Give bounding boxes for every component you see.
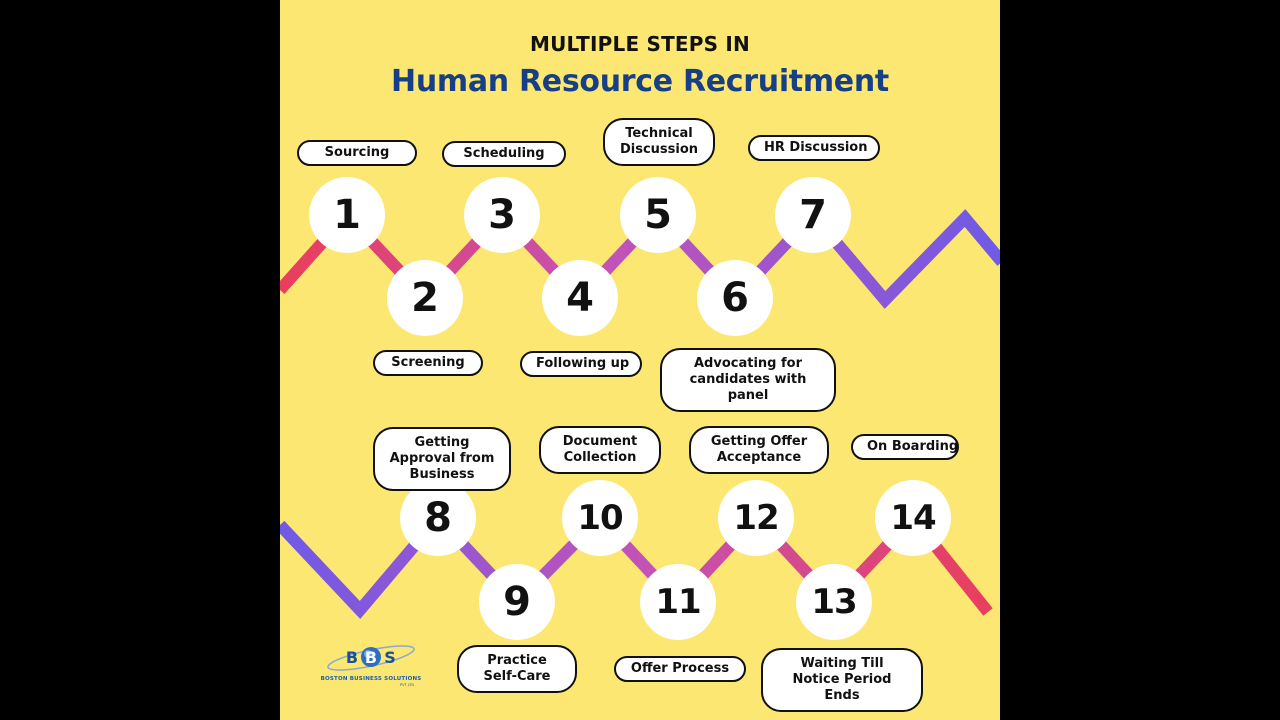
step-6-label: Advocating for candidates with panel [660,348,836,412]
step-12-circle: 12 [718,480,794,556]
step-7-circle: 7 [775,177,851,253]
step-2-label: Screening [373,350,483,376]
logo-suffix: PVT LTD [400,683,415,687]
step-1-label: Sourcing [297,140,417,166]
title-line-1: MULTIPLE STEPS IN [529,32,750,56]
company-logo [306,640,436,690]
step-14-label: On Boarding [851,434,959,460]
step-4-label: Following up [520,351,642,377]
step-6-circle: 6 [697,260,773,336]
step-5-circle: 5 [620,177,696,253]
step-5-label: Technical Discussion [603,118,715,166]
step-12-label: Getting Offer Acceptance [689,426,829,474]
svg-text:S: S [384,648,396,667]
logo-company-name: BOSTON BUSINESS SOLUTIONS [320,676,422,682]
step-9-label: Practice Self-Care [457,645,577,693]
step-3-circle: 3 [464,177,540,253]
step-9-circle: 9 [479,564,555,640]
infographic-poster [280,0,1000,720]
step-14-circle: 14 [875,480,951,556]
step-8-circle: 8 [400,480,476,556]
svg-text:B: B [345,648,359,667]
step-11-circle: 11 [640,564,716,640]
title-line-2: Human Resource Recruitment [391,64,889,99]
step-7-label: HR Discussion [748,135,880,161]
svg-text:B: B [364,648,378,667]
step-11-label: Offer Process [614,656,746,682]
step-13-circle: 13 [796,564,872,640]
step-8-label: Getting Approval from Business [373,427,511,491]
step-2-circle: 2 [387,260,463,336]
step-10-circle: 10 [562,480,638,556]
step-4-circle: 4 [542,260,618,336]
bbs-globe-icon [306,640,436,676]
step-1-circle: 1 [309,177,385,253]
step-13-label: Waiting Till Notice Period Ends [761,648,923,712]
step-3-label: Scheduling [442,141,566,167]
step-10-label: Document Collection [539,426,661,474]
